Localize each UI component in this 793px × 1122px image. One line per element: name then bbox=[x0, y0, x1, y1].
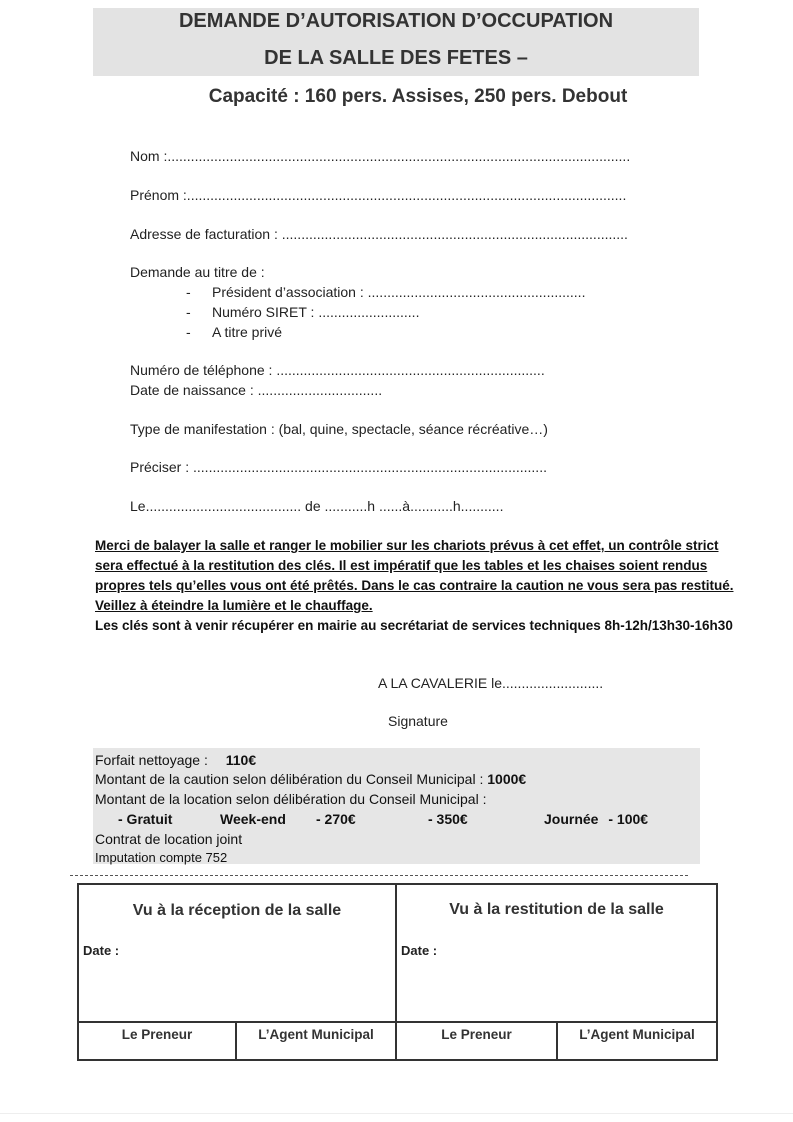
restitution-title: Vu à la restitution de la salle bbox=[449, 901, 664, 918]
option-numero-siret[interactable] bbox=[186, 304, 419, 320]
demande-titre-label: Demande au titre de : bbox=[130, 264, 265, 280]
restitution-agent-cell[interactable] bbox=[557, 1022, 717, 1060]
bullet-dash: - bbox=[186, 304, 191, 320]
tarif-journee bbox=[544, 811, 648, 827]
option-president-association[interactable] bbox=[186, 284, 585, 300]
tarif-weekend-label: Week-end bbox=[220, 811, 286, 827]
reception-restitution-table bbox=[77, 883, 718, 1061]
forfait-value: 110€ bbox=[225, 752, 257, 768]
col-preneur-label: Le Preneur bbox=[121, 1027, 193, 1043]
field-telephone[interactable]: Numéro de téléphone : ..................................................................... bbox=[130, 362, 545, 378]
contrat-location: Contrat de location joint bbox=[95, 831, 243, 847]
option-label: Numéro SIRET : .......................... bbox=[212, 304, 420, 320]
option-titre-prive[interactable] bbox=[186, 324, 282, 340]
dashed-separator bbox=[70, 875, 688, 876]
document-title-line-2: DE LA SALLE DES FETES – bbox=[264, 47, 528, 69]
field-adresse-facturation[interactable]: Adresse de facturation : ......................................................................................... bbox=[130, 226, 628, 242]
field-nom[interactable]: Nom :....................................................................................................................... bbox=[130, 148, 631, 164]
field-date-horaire[interactable]: Le........................................ de ...........h ......à...........h........... bbox=[130, 498, 504, 514]
col-preneur-label: Le Preneur bbox=[441, 1027, 512, 1043]
forfait-label: Forfait nettoyage : bbox=[95, 752, 208, 768]
page-bottom-edge bbox=[0, 1113, 793, 1114]
journee-label: Journée bbox=[544, 811, 599, 827]
signature-place-date[interactable]: A LA CAVALERIE le.......................... bbox=[378, 675, 604, 691]
forfait-nettoyage bbox=[95, 752, 256, 768]
tarif-gratuit: - Gratuit bbox=[118, 811, 173, 827]
notice-paragraph bbox=[95, 536, 745, 636]
imputation-compte: Imputation compte 752 bbox=[95, 850, 228, 865]
bullet-dash: - bbox=[186, 284, 191, 300]
field-type-manifestation: Type de manifestation : (bal, quine, spectacle, séance récréative…) bbox=[130, 421, 548, 437]
tarif-weekend-price-2: - 350€ bbox=[428, 811, 468, 827]
field-date-naissance[interactable]: Date de naissance : ................................ bbox=[130, 382, 383, 398]
tarif-weekend-price-1: - 270€ bbox=[316, 811, 356, 827]
reception-preneur-cell[interactable] bbox=[78, 1022, 236, 1060]
field-preciser[interactable]: Préciser : ........................................................................................... bbox=[130, 459, 547, 475]
notice-keys: Les clés sont à venir récupérer en mairie au secrétariat de services techniques 8h-12h/13h30-16h30 bbox=[95, 618, 733, 633]
field-prenom[interactable]: Prénom :................................................................................................................. bbox=[130, 187, 627, 203]
restitution-preneur-cell[interactable] bbox=[396, 1022, 557, 1060]
capacity-subtitle: Capacité : 160 pers. Assises, 250 pers. Debout bbox=[208, 86, 628, 107]
restitution-cell[interactable] bbox=[396, 884, 717, 1022]
caution-value: 1000€ bbox=[487, 771, 527, 787]
reception-agent-cell[interactable] bbox=[236, 1022, 396, 1060]
option-label: A titre privé bbox=[212, 324, 283, 340]
document-title-line-1: DEMANDE D’AUTORISATION D’OCCUPATION bbox=[178, 10, 614, 32]
caution-label: Montant de la caution selon délibération du Conseil Municipal : bbox=[95, 771, 484, 787]
montant-caution bbox=[95, 771, 526, 787]
option-label: Président d’association : ........................................................ bbox=[212, 284, 586, 300]
montant-location-label: Montant de la location selon délibération du Conseil Municipal : bbox=[95, 791, 487, 807]
reception-cell[interactable] bbox=[78, 884, 396, 1022]
signature-label: Signature bbox=[388, 713, 448, 729]
journee-price: - 100€ bbox=[608, 811, 649, 827]
bullet-dash: - bbox=[186, 324, 191, 340]
notice-rules: Merci de balayer la salle et ranger le mobilier sur les chariots prévus à cet effet, un contrôle strict sera effectué à la restitution des clés. Il est impératif que les tables et les chaises soient rendus propres tels qu’elles vous ont été prêtés. Dans le cas contraire la caution ne vous sera pas restitué. Veillez à éteindre la lumière et le chauffage. bbox=[95, 538, 734, 613]
restitution-date-label: Date : bbox=[401, 943, 438, 958]
reception-date-label: Date : bbox=[83, 943, 120, 958]
col-agent-label: L’Agent Municipal bbox=[579, 1027, 695, 1043]
reception-title: Vu à la réception de la salle bbox=[132, 902, 342, 919]
col-agent-label: L’Agent Municipal bbox=[258, 1027, 374, 1043]
